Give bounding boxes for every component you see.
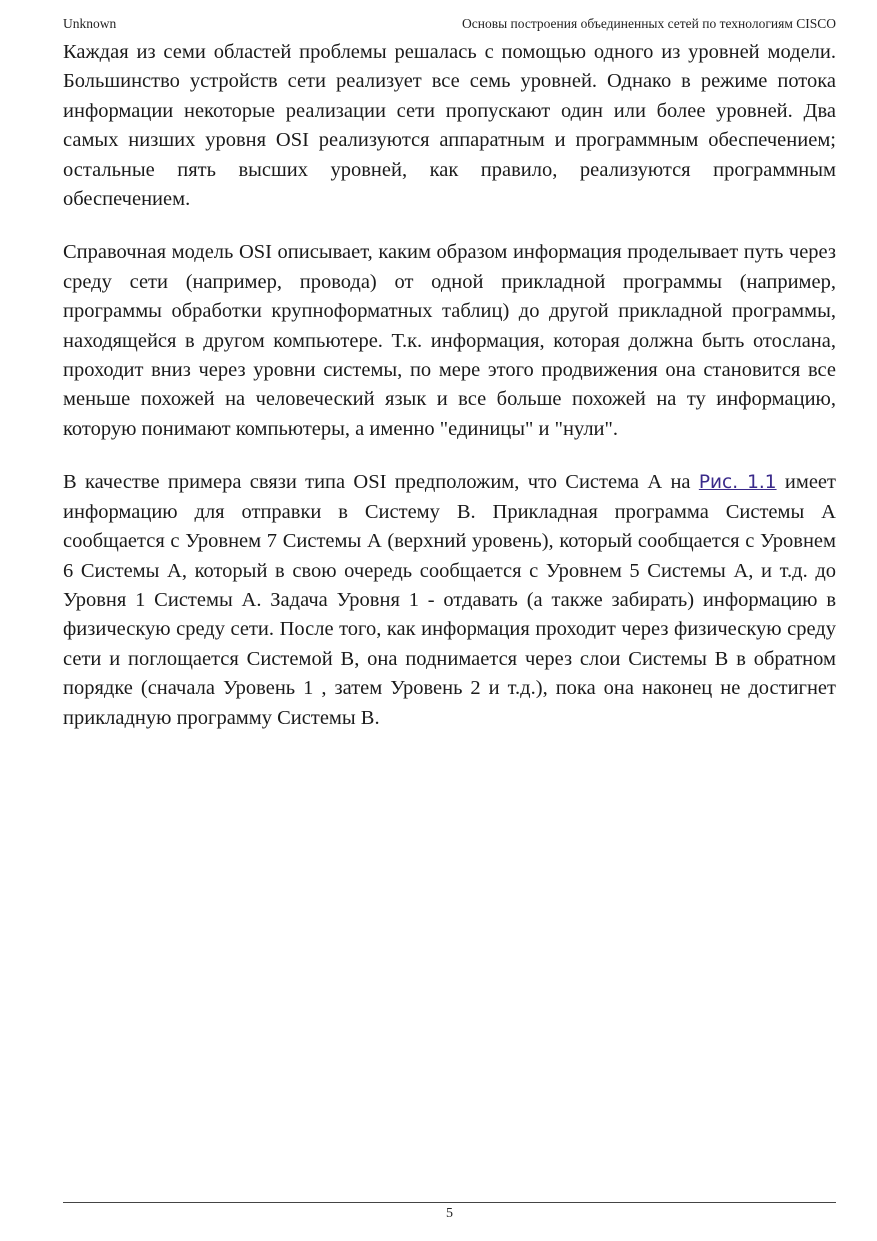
- paragraph-2: Справочная модель OSI описывает, каким образом информация проделывает путь через среду сети (например, провода) от одной прикладной программы (например, программы обработки крупноформатных таблиц) до другой прикладной программы, находящейся в другом компьютере. Т.к. информация, которая должна быть отослана, проходит вниз через уровни системы, по мере этого продвижения она становится все меньше похожей на человеческий язык и все больше похожей на ту информацию, которую понимают компьютеры, а именно "единицы" и "нули".: [63, 241, 836, 440]
- figure-1-1-link[interactable]: Рис. 1.1: [698, 472, 777, 494]
- footer-divider: [63, 1202, 836, 1203]
- paragraph-3: [63, 468, 836, 733]
- paragraph-3-text-end: имеет информацию для отправки в Систему В. Прикладная программа Системы А сообщается с Уровнем 7 Системы А (верхний уровень), который сообщается с Уровнем 6 Системы А, который в свою очередь сообщается с Уровнем 5 Системы А, и т.д. до Уровня 1 Системы А. Задача Уровня 1 - отдавать (а также забирать) информацию в физическую среду сети. После того, как информация проходит через физическую среду сети и поглощается Системой В, она поднимается через слои Системы В в обратном порядке (сначала Уровень 1 , затем Уровень 2 и т.д.), пока она наконец не достигнет прикладную программу Системы В.: [63, 471, 836, 729]
- header-left-text: Unknown: [63, 16, 117, 31]
- paragraph-1: Каждая из семи областей проблемы решалась с помощью одного из уровней модели. Большинство устройств сети реализует все семь уровней. Однако в режиме потока информации некоторые реализации сети пропускают один или более уровней. Два самых низших уровня OSI реализуются аппаратным и программным обеспечением; остальные пять высших уровней, как правило, реализуются программным обеспечением.: [63, 41, 836, 211]
- document-body: [63, 38, 836, 757]
- paragraph-3-text-start: В качестве примера связи типа OSI предположим, что Система А на: [63, 471, 699, 494]
- page-header: [63, 16, 836, 36]
- page-number: 5: [446, 1206, 453, 1221]
- header-document-title: Основы построения объединенных сетей по технологиям CISCO: [461, 16, 836, 31]
